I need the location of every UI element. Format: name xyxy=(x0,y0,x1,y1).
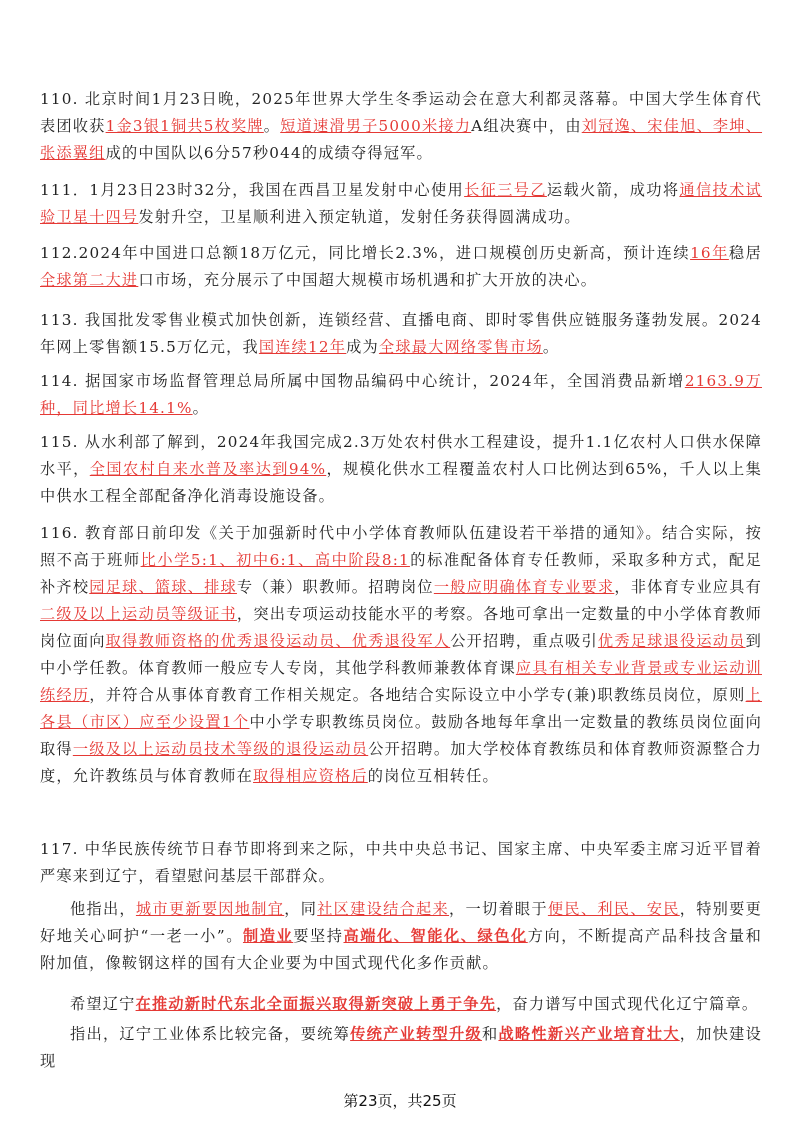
highlighted-phrase: 城市更新要因地制宜 xyxy=(135,900,285,918)
text-segment: 111．1月23日23时32分，我国在西昌卫星发射中心使用 xyxy=(40,181,465,199)
text-segment: 希望辽宁 xyxy=(70,995,136,1013)
highlighted-phrase: 全球第二大进 xyxy=(40,271,139,289)
highlighted-phrase: 一级及以上运动员技术等级的退役运动员 xyxy=(72,740,369,758)
text-segment: 方向，不断提高产品科技含量和附加值，像鞍钢这样的国有大企业要为中国式现代化多作贡献。 xyxy=(40,927,762,972)
item-113 xyxy=(40,307,762,361)
highlighted-phrase: 园足球、篮球、排球 xyxy=(89,578,237,596)
item-116 xyxy=(40,520,762,790)
text-segment: 公开招聘，重点吸引 xyxy=(450,632,598,650)
text-segment: 成为 xyxy=(346,338,379,356)
highlighted-phrase: 社区建设结合起来 xyxy=(317,900,450,918)
item-110 xyxy=(40,86,762,167)
highlighted-phrase: 取得相应资格后 xyxy=(253,767,368,785)
text-segment: ，非体育专业应具有 xyxy=(614,578,762,596)
text-segment: ，一切着眼于 xyxy=(449,900,548,918)
highlighted-phrase: 取得教师资格的 xyxy=(105,632,221,650)
text-segment: 。 xyxy=(192,399,209,417)
text-segment: 。 xyxy=(542,338,560,356)
text-segment: 要坚持 xyxy=(293,927,344,945)
item-117-para-4 xyxy=(40,1021,762,1075)
item-117 xyxy=(40,836,762,890)
highlighted-phrase: 2163.9万种，同比增长14.1% xyxy=(40,372,762,417)
highlighted-phrase: 应具有相关专业背景或专业运动训练经历 xyxy=(40,659,762,704)
page-number-footer: 第23页，共25页 xyxy=(343,1092,457,1110)
highlighted-phrase: 便民、利民、安民 xyxy=(547,900,680,918)
text-segment: ，奋力谱写中国式现代化辽宁篇章。 xyxy=(496,995,759,1013)
text-segment: 运载火箭，成功将 xyxy=(546,181,680,199)
text-segment: 114. 据国家市场监督管理总局所属中国物品编码中心统计，2024年，全国消费品新增 xyxy=(40,372,685,390)
highlighted-phrase: 上各县（市区）应至少设置1个 xyxy=(40,686,762,731)
text-segment: 113. 我国批发零售业模式加快创新，连锁经营、直播电商、即时零售供应链服务蓬勃发展。2024年网上零售额15.5万亿元，我 xyxy=(40,311,762,356)
highlighted-phrase: 刘冠逸、宋佳旭、李坤、张添翼组 xyxy=(40,117,763,162)
item-112 xyxy=(40,240,762,294)
highlighted-phrase: 二级及以上运动员等级证书 xyxy=(40,605,237,623)
text-segment: 115. 从水利部了解到，2024年我国完成2.3万处农村供水工程建设，提升1.1亿农村人口供水保障水平， xyxy=(40,433,762,478)
highlighted-phrase: 长征三号乙 xyxy=(464,181,547,199)
text-segment: 他指出， xyxy=(70,900,136,918)
text-segment: 112.2024年中国进口总额18万亿元，同比增长2.3%，进口规模创历史新高，预计连续 xyxy=(40,244,691,262)
text-segment: 中小学专职教练员岗位。鼓励各地每年拿出一定数量的教练员岗位面向取得 xyxy=(40,713,762,758)
text-segment: A组决赛中，由 xyxy=(471,117,582,135)
highlighted-phrase: 国连续12年 xyxy=(258,338,347,356)
highlighted-phrase: 16年 xyxy=(690,244,729,262)
text-segment: 到中小学任教。体育教师一般应专人专岗，其他学科教师兼教体育课 xyxy=(40,632,762,677)
text-segment: ，并符合从事体育教育工作相关规定。各地结合实际设立中小学专(兼)职教练员岗位，原则 xyxy=(89,686,746,704)
item-111 xyxy=(40,177,762,231)
highlighted-phrase: 全球最大网络零售市场 xyxy=(378,338,543,356)
text-segment: 专（兼）职教师。招聘岗位 xyxy=(236,578,434,596)
item-114 xyxy=(40,368,762,422)
highlighted-phrase: 优秀退役运动员、优秀退役军人 xyxy=(220,632,451,650)
highlighted-phrase: 一般应明确体育专业要求 xyxy=(433,578,615,596)
text-segment: 成的中国队以6分57秒044的成绩夺得冠军。 xyxy=(105,144,433,162)
highlighted-phrase: 通信技术试验卫星十四号 xyxy=(40,181,763,226)
bold-highlighted-phrase: 传统产业转型升级 xyxy=(350,1025,482,1043)
text-segment: 116. 教育部日前印发《关于加强新时代中小学体育教师队伍建设若干举措的通知》。结合实际，按照不高于班师 xyxy=(40,524,762,569)
text-segment: ，突出专项运动技能水平的考察。各地可拿出一定数量的中小学体育教师岗位面向 xyxy=(40,605,762,650)
text-segment: ，加快建设现 xyxy=(40,1025,763,1070)
text-segment: ，特别要更好地关心呵护“一老一小”。 xyxy=(40,900,763,945)
item-117-para-3 xyxy=(40,991,762,1018)
text-segment: 发射升空，卫星顺利进入预定轨道，发射任务获得圆满成功。 xyxy=(138,208,581,226)
text-segment: 的标准配备体育专任教师，采取多种方式，配足补齐校 xyxy=(40,551,763,596)
item-115 xyxy=(40,429,762,510)
text-segment: 。 xyxy=(263,117,281,135)
text-segment: 口市场，充分展示了中国超大规模市场机遇和扩大开放的决心。 xyxy=(138,271,598,289)
bold-highlighted-phrase: 战略性新兴产业培育壮大 xyxy=(498,1025,680,1043)
highlighted-phrase: 短道速滑男子5000米接力 xyxy=(280,117,472,135)
text-segment: 和 xyxy=(481,1025,499,1043)
text-segment: 110. 北京时间1月23日晚，2025年世界大学生冬季运动会在意大利都灵落幕。中国大学生体育代表团收获 xyxy=(40,90,762,135)
highlighted-phrase: 比小学5:1、初中6:1、高中阶段8:1 xyxy=(140,551,410,569)
highlighted-phrase: 全国农村自来水普及率达到94% xyxy=(89,460,327,478)
text-segment: 公开招聘。加大学校体育教练员和体育教师资源整合力度，允许教练员与体育教师在 xyxy=(40,740,762,785)
bold-highlighted-phrase: 高端化、智能化、绿色化 xyxy=(343,927,528,945)
text-segment: ，同 xyxy=(284,900,318,918)
text-segment: 稳居 xyxy=(728,244,762,262)
highlighted-phrase: 优秀足球退役运动员 xyxy=(597,632,746,650)
item-117-para-2 xyxy=(40,896,762,977)
bold-highlighted-phrase: 在推动新时代东北全面振兴取得新突破上勇于争先 xyxy=(135,995,497,1013)
text-segment: ，规模化供水工程覆盖农村人口比例达到65%，千人以上集中供水工程全部配备净化消毒设施设备。 xyxy=(40,460,762,505)
bold-highlighted-phrase: 制造业 xyxy=(242,927,294,945)
text-segment: 的岗位互相转任。 xyxy=(367,767,499,785)
text-segment: 指出，辽宁工业体系比较完备，要统筹 xyxy=(70,1025,351,1043)
highlighted-phrase: 1金3银1铜共5枚奖牌 xyxy=(105,117,264,135)
text-segment: 117. 中华民族传统节日春节即将到来之际，中共中央总书记、国家主席、中央军委主席习近平冒着严寒来到辽宁，看望慰问基层干部群众。 xyxy=(40,840,762,885)
